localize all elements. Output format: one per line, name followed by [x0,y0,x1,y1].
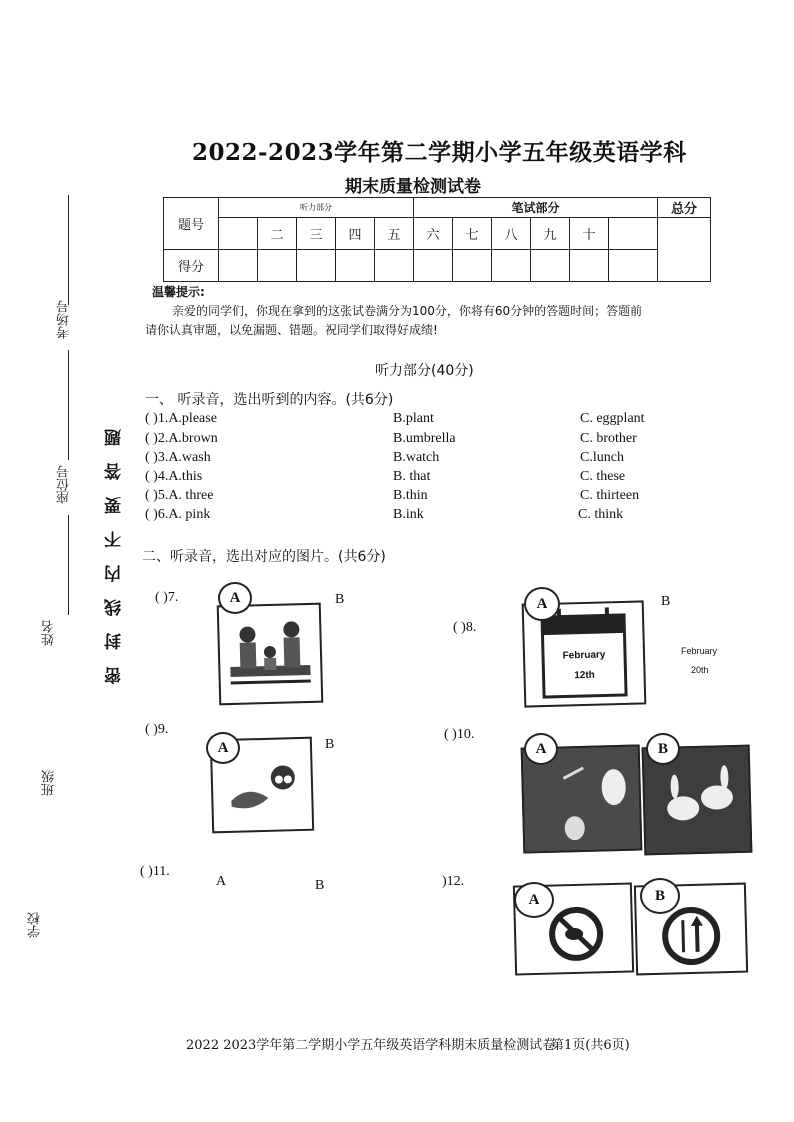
q2-option-b: B.umbrella [393,431,456,446]
q12-stem[interactable]: )12. [442,874,465,889]
q10-stem[interactable]: ( )10. [444,727,475,742]
listening-section-title: 听力部分(40分) [375,363,474,379]
writing-part-header: 笔试部分 [414,198,658,218]
q1-option-c: C. eggplant [580,411,645,426]
notice-line-2: 请你认真审题，以免漏题、错题。祝同学们取得好成绩! [145,323,438,337]
q4-option-c: C. these [580,469,626,484]
q5-option-c: C. thirteen [580,488,640,503]
q8-option-a-badge: A [524,587,560,621]
q8-option-b-day: 20th [691,665,709,675]
seat-label: 座位号 [57,465,72,504]
notice-label: 温馨提示: [152,285,205,299]
q12-option-a-badge: A [514,882,554,918]
calendar-day-a: 12th [574,669,595,682]
q6-option-b: B.ink [393,507,424,522]
q8-option-b-label: B [661,594,671,609]
q9-option-b-label: B [325,737,335,752]
q3-option-b: B.watch [393,450,440,465]
score-row-label: 得分 [164,250,219,282]
q9-stem[interactable]: ( )9. [145,722,169,737]
q12-option-b-badge: B [640,878,680,914]
part1-heading: 一、 听录音，选出听到的内容。(共6分) [145,392,394,408]
q10-option-b-badge: B [646,733,680,765]
q9-option-a-badge: A [206,732,240,764]
q1-option-b: B.plant [393,411,434,426]
q7-stem[interactable]: ( )7. [155,590,179,605]
page-subtitle: 期末质量检测试卷 [345,177,481,197]
q5-stem[interactable]: ( )5.A. three [145,488,214,503]
part2-heading: 二、听录音，选出对应的图片。(共6分) [142,549,386,565]
q1-stem[interactable]: ( )1.A.please [145,411,217,426]
q7-option-a-badge: A [218,582,252,614]
question-number-header: 题号 [164,198,219,250]
score-table: 题号 听力部分 笔试部分 总分 二 三 四 五 六 七 八 九 十 得分 [163,197,711,282]
q11-stem[interactable]: ( )11. [140,864,170,879]
q4-stem[interactable]: ( )4.A.this [145,469,203,484]
binding-line [68,350,69,460]
seal-warning: 密封线内不要答题 [105,412,125,684]
q4-option-b: B. that [393,469,431,484]
q7-picture-a [217,603,324,706]
school-label: 学校 [28,912,43,938]
q2-stem[interactable]: ( )2.A.brown [145,431,218,446]
q7-option-b-label: B [335,592,345,607]
family-picture-icon [219,605,321,704]
notice-line-1: 亲爱的同学们，你现在拿到的这张试卷满分为100分，你将有60分钟的答题时间；答题前 [172,304,643,318]
q2-option-c: C. brother [580,431,637,446]
q8-stem[interactable]: ( )8. [453,620,477,635]
q11-option-a-label: A [216,874,227,889]
class-label: 班级 [42,770,57,796]
total-score-header: 总分 [658,198,711,218]
total-score-cell [658,218,711,282]
binding-line [68,195,69,305]
listening-part-header: 听力部分 [219,198,414,218]
q8-option-b-month: February [681,646,718,656]
footer-text: 2022 2023学年第二学期小学五年级英语学科期末质量检测试卷 [186,1038,556,1053]
exam-room-label: 考场号 [57,300,72,339]
q6-stem[interactable]: ( )6.A. pink [145,507,211,522]
q5-option-b: B.thin [393,488,428,503]
calendar-month: February [562,649,606,662]
q3-option-c: C.lunch [580,450,624,465]
page-title: 2022-2023学年第二学期小学五年级英语学科 [192,139,687,166]
binding-line [68,515,69,615]
q3-stem[interactable]: ( )3.A.wash [145,450,211,465]
name-label: 姓名 [42,620,57,646]
q6-option-c: C. think [578,507,624,522]
q11-option-b-label: B [315,878,325,893]
q10-option-a-badge: A [524,733,558,765]
page-number: 第1页(共6页) [551,1038,630,1053]
